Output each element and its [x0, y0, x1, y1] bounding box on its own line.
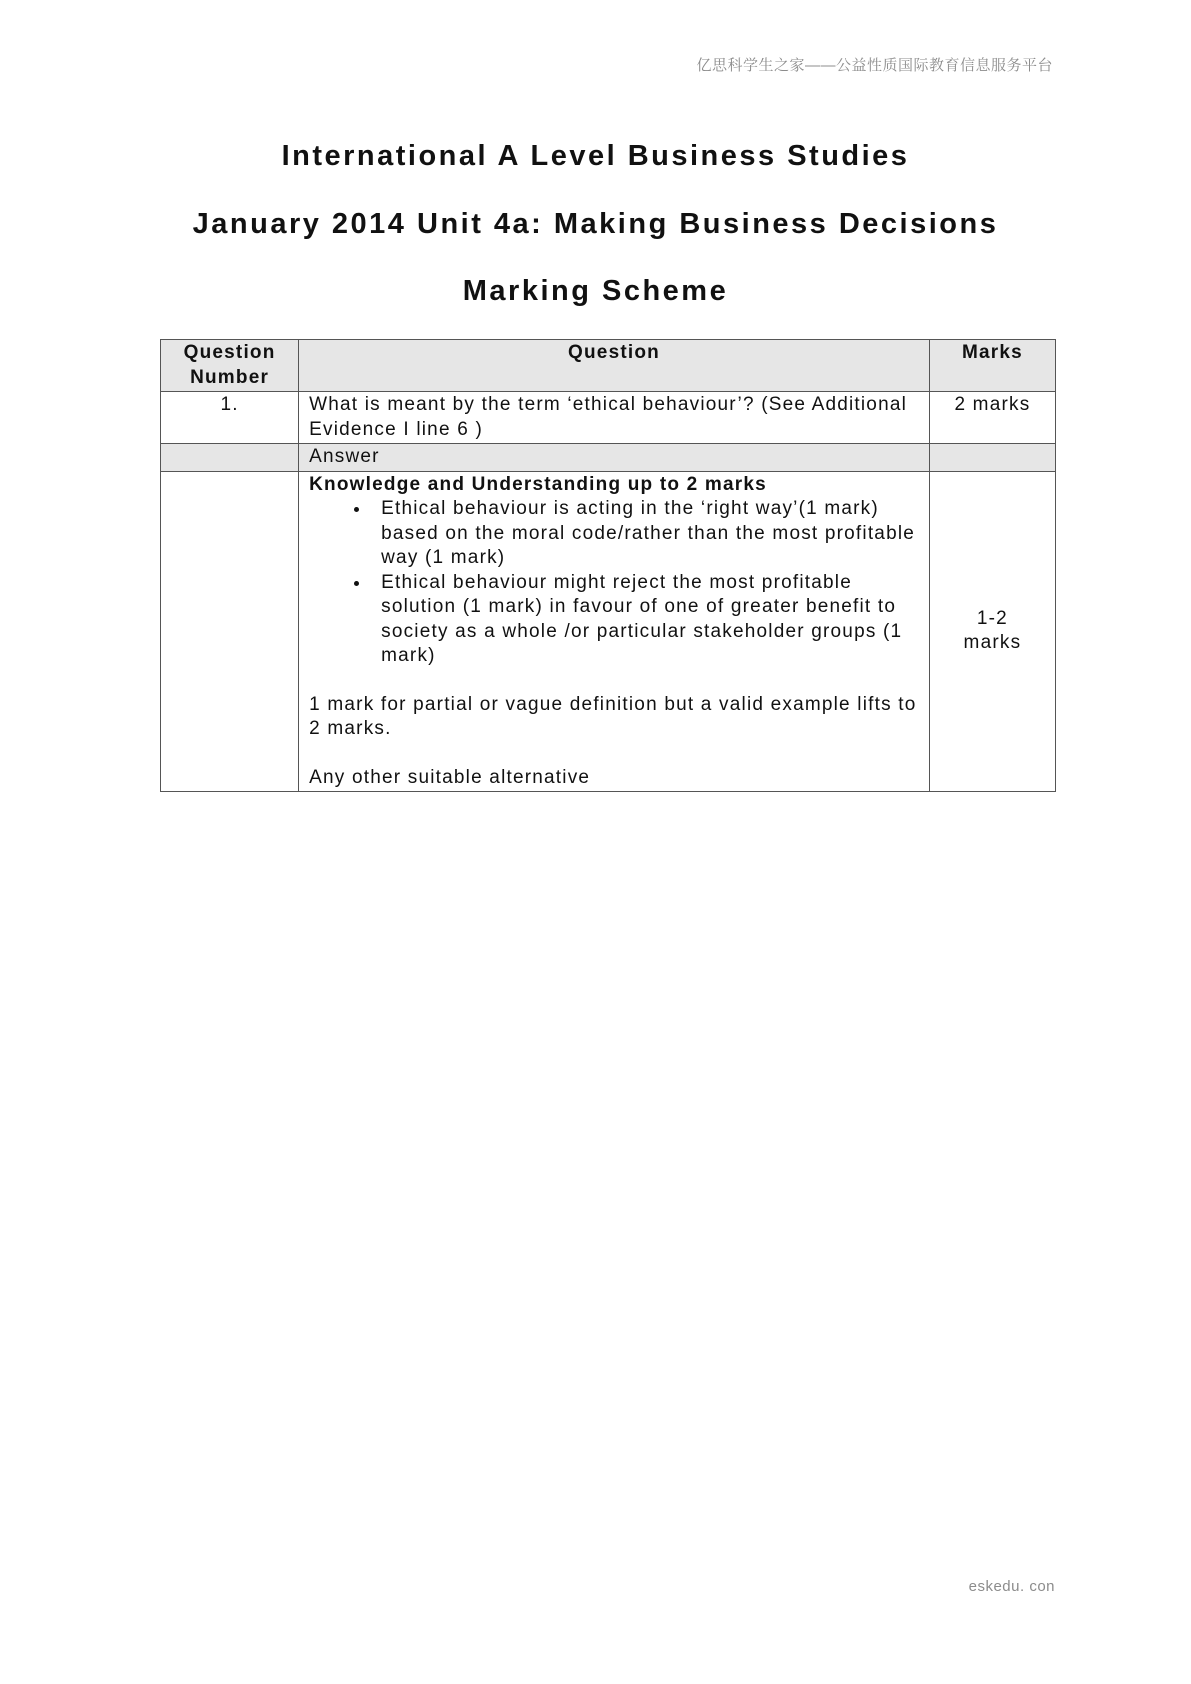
footer-watermark-text: eskedu. con	[968, 1578, 1055, 1595]
answer-bullet-list	[309, 497, 919, 669]
document-subtitle: January 2014 Unit 4a: Making Business Decisions	[192, 208, 999, 240]
answer-alternative-note: Any other suitable alternative	[309, 766, 591, 788]
answer-label: Answer	[299, 444, 930, 472]
header-question-number: Question Number	[161, 340, 299, 392]
document-section-title: Marking Scheme	[462, 275, 729, 307]
answer-row	[161, 471, 1056, 792]
table-header-row	[161, 340, 1056, 392]
table-row	[161, 392, 1056, 444]
header-marks: Marks	[929, 340, 1055, 392]
answer-marks-cell: 1-2 marks	[929, 471, 1055, 792]
list-item: • Ethical behaviour might reject the most profitable solution (1 mark) in favour of one of greater benefit to society as a whole /or particular stakeholder groups (1 mark)	[371, 571, 919, 669]
header-watermark-text: 亿思科学生之家——公益性质国际教育信息服务平台	[696, 57, 1053, 74]
answer-label-row	[161, 444, 1056, 472]
question-number-cell: 1.	[161, 392, 299, 444]
document-title: International A Level Business Studies	[281, 140, 910, 172]
empty-cell	[161, 444, 299, 472]
empty-cell	[929, 444, 1055, 472]
question-marks-cell: 2 marks	[929, 392, 1055, 444]
answer-content-cell	[299, 471, 930, 792]
marking-scheme-table	[160, 339, 1056, 792]
list-item: • Ethical behaviour is acting in the ‘right way’(1 mark) based on the moral code/rather than the most profitable way (1 mark)	[371, 497, 919, 571]
header-question: Question	[299, 340, 930, 392]
answer-heading: Knowledge and Understanding up to 2 marks	[309, 473, 767, 495]
answer-note: 1 mark for partial or vague definition but a valid example lifts to 2 marks.	[309, 693, 917, 739]
empty-cell	[161, 471, 299, 792]
question-text-cell: What is meant by the term ‘ethical behaviour’? (See Additional Evidence I line 6 )	[299, 392, 930, 444]
